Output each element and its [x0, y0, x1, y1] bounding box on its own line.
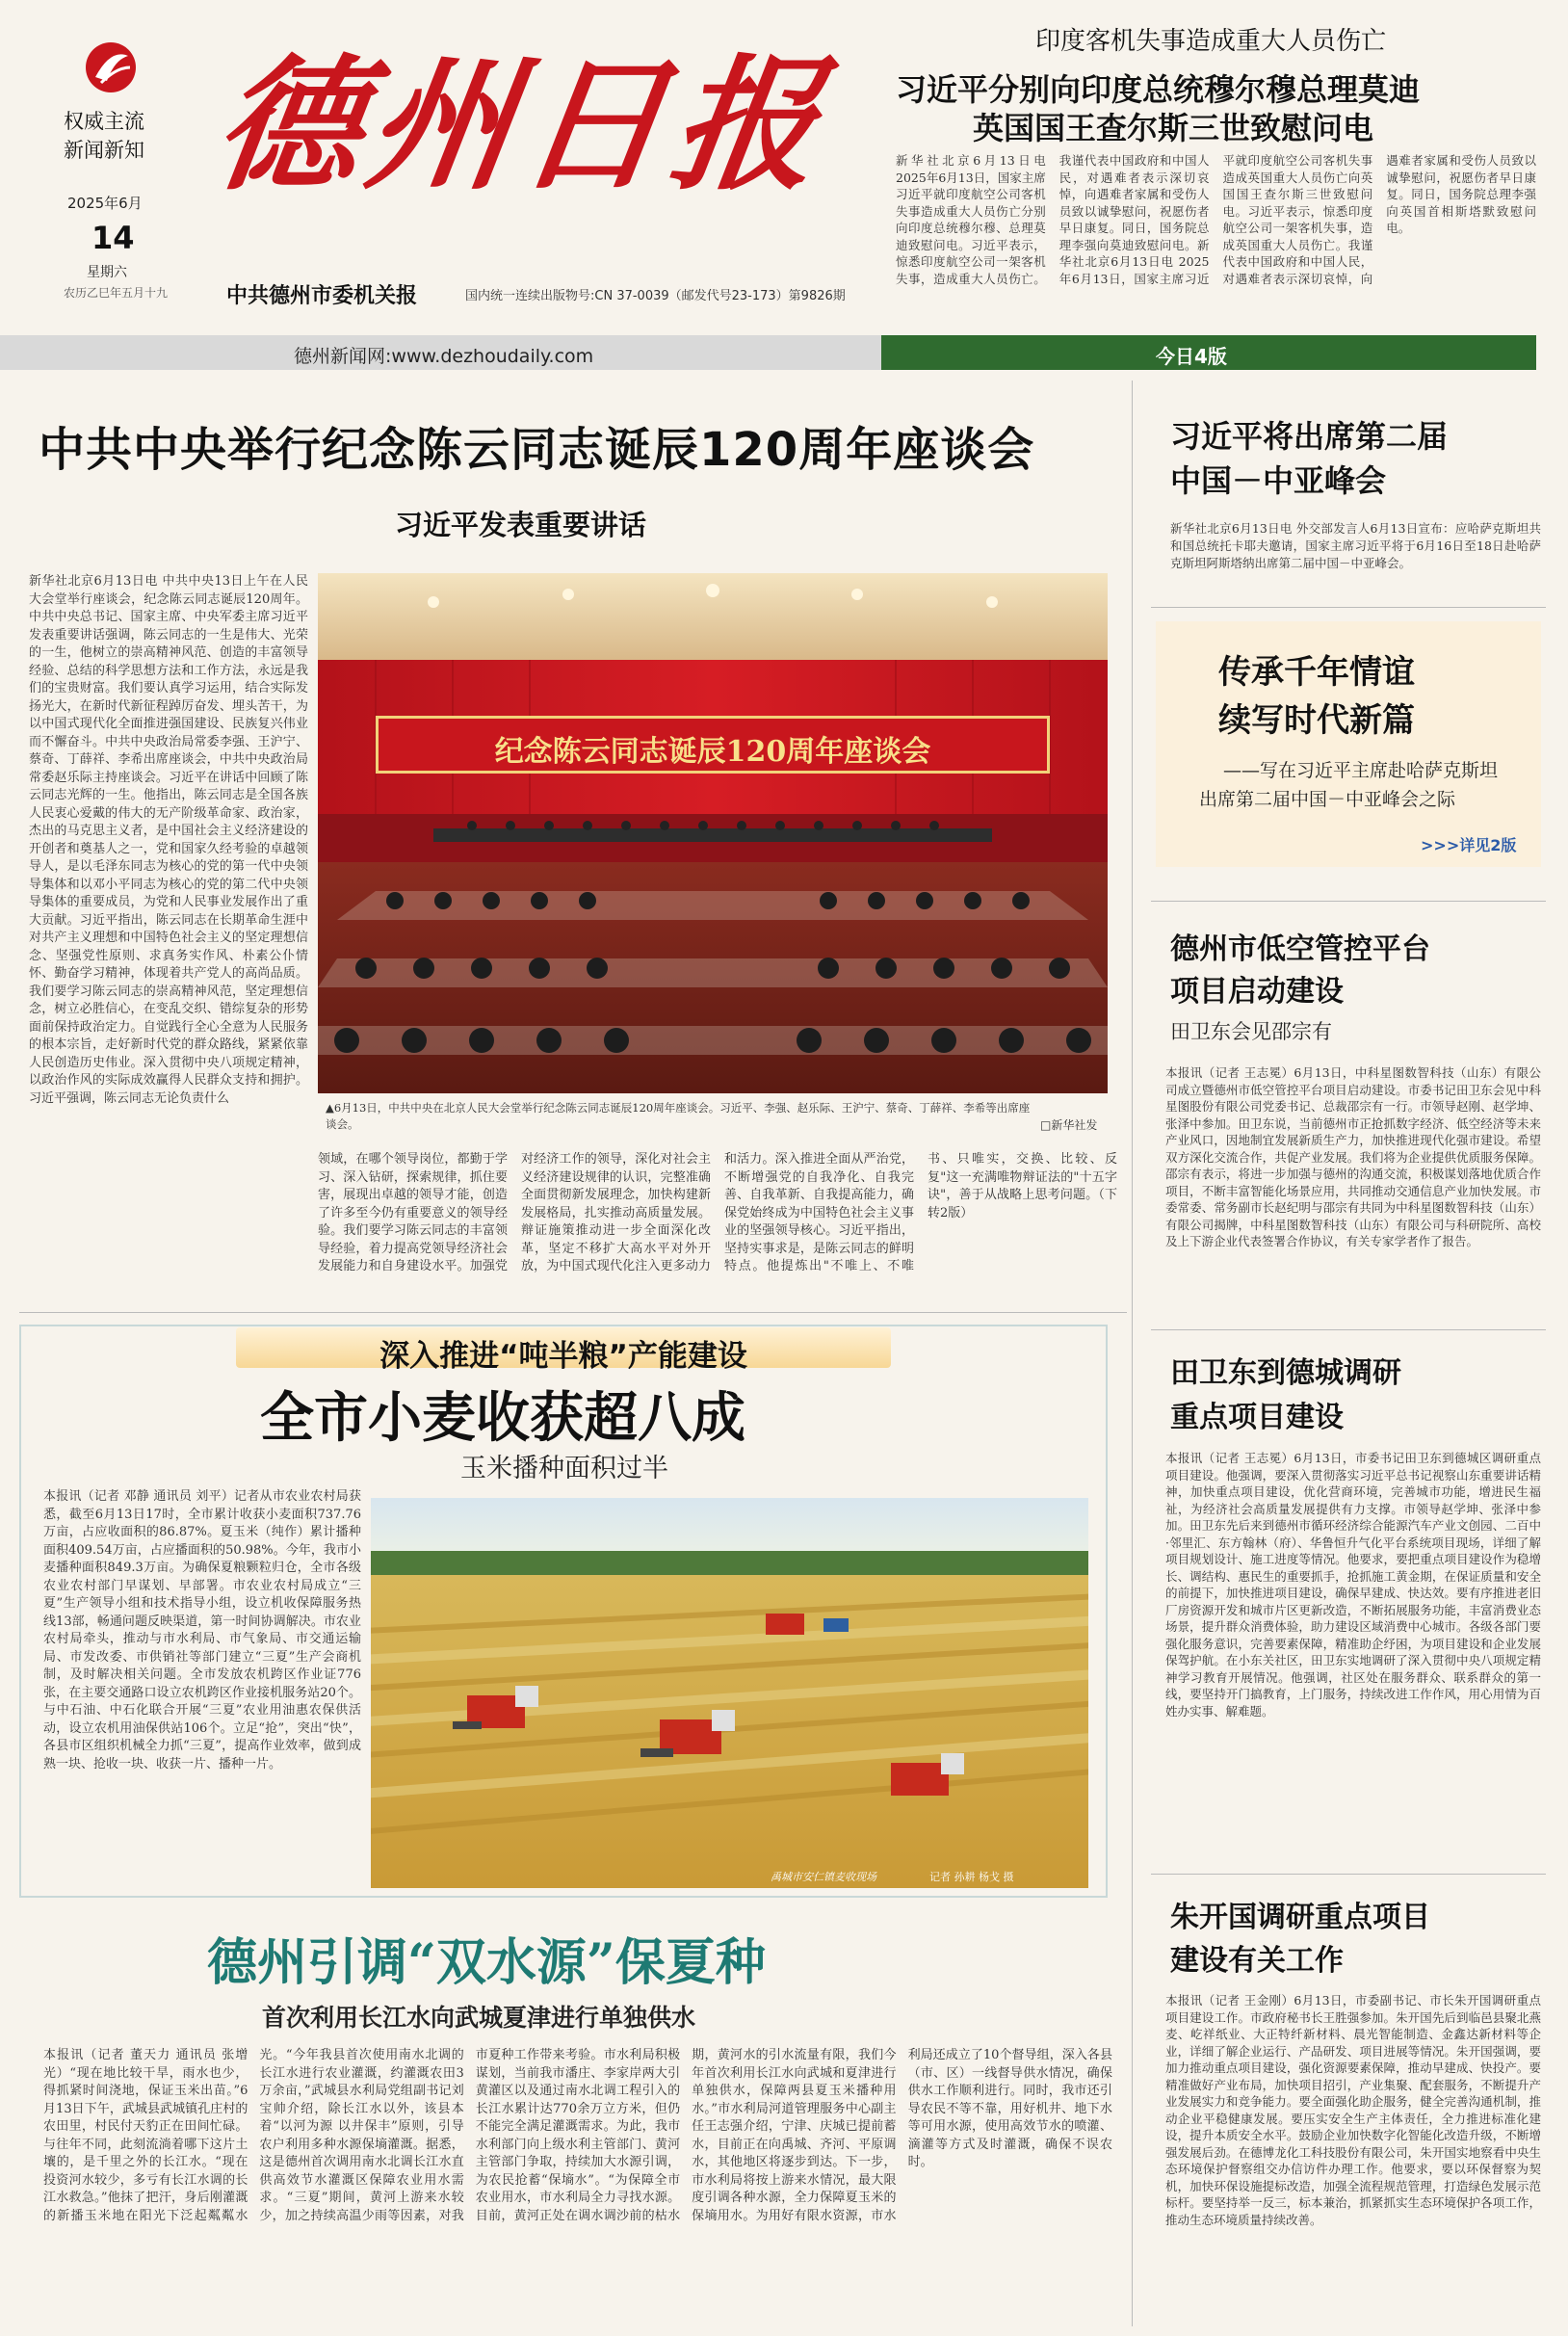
item2-title-line2: 续写时代新篇: [1218, 701, 1415, 740]
meeting-banner-text: 纪念陈云同志诞辰120周年座谈会: [494, 735, 931, 769]
item5-title-line2: 建设有关工作: [1170, 1944, 1344, 1978]
water-text: 本报讯（记者 董天力 通讯员 张增光）“现在地比较干旱，雨水也少，得抓紧时间浇地，保证玉米出苗。”6月13日下午，武城县武城镇孔庄村的农田里，村民付天豹正在田间忙碌。与往年不同，此刻流淌着哪下这片土壤的，是千里之外的长江水。“现在投资河水较少，多亏有长江水调的长江水救急。”他抹了把汗，身后刚灌溉的新播玉米地在阳光下泛起粼粼水光。“今年我县首次使用南水北调的长江水进行农业灌溉，约灌溉农田3万余亩，”武城县水利局党组副书记刘宝帅介绍，除长江水以外，该县本着“以河为源 以井保丰”原则，引导农户利用多种水源保墒灌溉。据悉，这是德州首次调用南水北调长江水直供高效节水灌溉区保障农业用水需求。“三夏”期间，黄河上游来水较少，加之持续高温少雨等因素，对我市夏种工作带来考验。市水利局积极谋划，当前我市潘庄、李家岸两大引黄灌区以及通过南水北调工程引入的长江水累计达770余万立方米，但仍不能完全满足灌溉需求。为此，我市水利部门向上级水利主管部门、黄河主管部门争取，持续加大水源引调，为农民抢蓄“保墒水”。“为保障全市农业用水，市水利局全力寻找水源。目前，黄河正处在调水调沙前的枯水期，黄河水的引水流量有限，我们今年首次利用长江水向武城和夏津进行单独供水，保障两县夏玉米播种用水。”市水利局河道管理服务中心副主任王志强介绍，宁津、庆城已提前蓄水，目前正在向禹城、齐河、平原调水，其他地区将逐步到达。下一步，市水利局将按上游来水情况，最大限度引调各种水源，全力保障夏玉米的保墒用水。为用好有限水资源，市水利局还成立了10个督导组，深入各县（市、区）一线督导供水情况，确保供水工作顺利进行。同时，我市还引导农民不等不靠，用好机井、地下水等可用水源，使用高效节水的喷灌、滴灌等方式及时灌溉，确保不误农时。: [43, 2048, 1112, 2223]
slogan-line2: 新闻新知: [64, 139, 144, 162]
wheat-topic: 深入推进“吨半粮”产能建设: [379, 1339, 747, 1374]
pages-band: [881, 335, 1536, 370]
item2-sub-line1: ——写在习近平主席赴哈萨克斯坦: [1223, 760, 1499, 781]
pages-label: 今日4版: [1156, 345, 1227, 368]
right-column-divider: [1132, 381, 1133, 2326]
item5-title-line1: 朱开国调研重点项目: [1170, 1901, 1430, 1934]
item4-title-line2: 重点项目建设: [1170, 1401, 1344, 1434]
wheat-photo-caption: 禹城市安仁镇麦收现场: [771, 1871, 876, 1883]
lead-photo-caption: ▲6月13日，中共中央在北京人民大会堂举行纪念陈云同志诞辰120周年座谈会。习近平、李强、赵乐际、王沪宁、蔡奇、丁薛祥、李希等出席座谈会。: [326, 1101, 1031, 1131]
lead-left-text: 新华社北京6月13日电 中共中央13日上午在人民大会堂举行座谈会，纪念陈云同志诞辰120周年。中共中央总书记、国家主席、中央军委主席习近平发表重要讲话强调，陈云同志的一生是伟大、光荣的一生，他树立的崇高精神风范、创造的丰富领导经验、总结的科学思想方法和工作方法，永远是我们的宝贵财富。我们要认真学习运用，结合实际发扬光大，在新时代新征程踔厉奋发、埋头苦干，为以中国式现代化全面推进强国建设、民族复兴伟业而不懈奋斗。中共中央政治局常委李强、王沪宁、蔡奇、丁薛祥、李希出席座谈会，中共中央政治局常委赵乐际主持座谈会。习近平在讲话中回顾了陈云同志光辉的一生。他指出，陈云同志是全国各族人民衷心爱戴的伟大的无产阶级革命家、政治家，杰出的马克思主义者，是中国社会主义经济建设的开创者和奠基人之一，党和国家久经考验的卓越领导人，是以毛泽东同志为核心的党的第一代中央领导集体和以邓小平同志为核心的党的第二代中央领导集体的重要成员，为党和人民事业发展作出了重大贡献。习近平指出，陈云同志在长期革命生涯中对共产主义理想和中国特色社会主义的坚定理想信念、坚强党性原则、求真务实作风、朴素公仆情怀、勤奋学习精神，体现着共产党人的高尚品质。我们要学习陈云同志的崇高精神风范，坚定理想信念，树立必胜信心，在变乱交织、错综复杂的形势面前保持政治定力。自觉践行全心全意为人民服务的根本宗旨，走好新时代党的群众路线，紧紧依靠人民创造历史伟业。深入贯彻中央八项规定精神，以政治作风的实际成效赢得人民群众支持和拥护。习近平强调，陈云同志无论负责什么: [29, 574, 308, 1106]
website-label: 德州新闻网:www.dezhoudaily.com: [294, 346, 594, 367]
registry-number: 国内统一连续出版物号:CN 37-0039（邮发代号23-173）第9826期: [465, 289, 846, 303]
date-year-month: 2025年6月: [67, 195, 143, 212]
top-news-title-line1: 习近平分别向印度总统穆尔穆总理莫迪: [896, 71, 1421, 108]
meeting-hall-image: [318, 573, 1108, 1093]
wheat-text: 本报讯（记者 邓静 通讯员 刘平）记者从市农业农村局获悉，截至6月13日17时，全市累计收获小麦面积737.76万亩，占应收面积的86.87%。夏玉米（纯作）累计播种面积409.54万亩，占应播面积的50.98%。今年，我市小麦播种面积849.3万亩。为确保夏粮颗粒归仓，全市各级农业农村部门早谋划、早部署。市农业农村局成立“三夏”生产领导小组和技术指导小组，设立机收保障服务热线13部，畅通问题反映渠道，第一时间协调解决。市农业农村局牵头，推动与市水利局、市气象局、市交通运输局、市发改委、市供销社等部门建立“三夏”生产会商机制，及时解决相关问题。全市发放农机跨区作业证776张，在主要交通路口设立农机跨区作业接机服务站20个。与中石油、中石化联合开展“三夏”农业用油惠农保供活动，设立农机用油保供站106个。立足“抢”，突出“快”，各县市区组织机械全力抓“三夏”，提高作业效率，做到成熟一块、抢收一块、收获一片、播种一片。: [43, 1489, 361, 1772]
top-news-kicker: 印度客机失事造成重大人员伤亡: [1035, 27, 1387, 56]
item4-title-line1: 田卫东到德城调研: [1170, 1356, 1401, 1390]
wheat-title: 全市小麦收获超八成: [260, 1386, 745, 1450]
wheat-photo: [371, 1498, 1088, 1888]
wheat-harvest-image: [371, 1498, 1088, 1888]
item1-text: 新华社北京6月13日电 外交部发言人6月13日宣布：应哈萨克斯坦共和国总统托卡耶夫邀请，国家主席习近平将于6月16日至18日赴哈萨克斯坦阿斯塔纳出席第二届中国－中亚峰会。: [1170, 521, 1541, 570]
lead-divider: [19, 1312, 1127, 1313]
item4-text: 本报讯（记者 王志冕）6月13日，市委书记田卫东到德城区调研重点项目建设。他强调，要深入贯彻落实习近平总书记视察山东重要讲话精神，加快重点项目建设，优化营商环境，完善城市功能，增进民生福祉，为经济社会高质量发展提供有力支撑。市领导赵学坤、张泽中参加。田卫东先后来到德州市循环经济综合能源汽车产业文创园、二百中·邻里汇、东方翰林（府）、华鲁恒升气化平台系统项目现场，详细了解项目规划设计、施工进度等情况。他要求，要把重点项目建设作为稳增长、调结构、惠民生的重要抓手，抢抓施工黄金期，在保证质量和安全的前提下，加快推进项目建设，确保早建成、快达效。要有序推进老旧厂房资源开发和城市片区更新改造，不断拓展服务功能，丰富消费业态场景，提升群众消费体验，助力建设区域消费中心城市。各级各部门要强化服务意识，完善要素保障，精准助企纾困，为项目建设和企业发展保驾护航。在小东关社区，田卫东实地调研了深入贯彻中央八项规定精神学习教育开展情况。他强调，社区处在服务群众、联系群众的第一线，要坚持开门搞教育，上门服务，持续改进工作作风，用心用情为百姓办实事、解难题。: [1165, 1451, 1541, 1719]
item3-title-line1: 德州市低空管控平台: [1170, 932, 1430, 966]
lead-title: 中共中央举行纪念陈云同志诞辰120周年座谈会: [39, 423, 1035, 477]
slogan-line1: 权威主流: [64, 110, 144, 133]
item2-divider: [1151, 901, 1546, 902]
item1-divider: [1151, 607, 1546, 608]
item5-text: 本报讯（记者 王金刚）6月13日，市委副书记、市长朱开国调研重点项目建设工作。市政府秘书长王胜强参加。朱开国先后到临邑县聚北燕麦、屹祥纸业、大正特纤新材料、晨光智能制造、金鑫达新材料等企业，详细了解企业运行、产品研发、项目进展等情况。朱开国强调，要加力推动重点项目建设，强化资源要素保障，推动早建成、快投产。要精准做好产业布局，加快项目招引，产业集聚、配套服务，不断提升产业发展实力和竞争能力。要全面强化助企服务，健全完善沟通机制，推动企业平稳健康发展。要压实安全生产主体责任，全力推进标准化建设，提升本质安全水平。鼓励企业加快数字化智能化改造升级，不断增强发展后劲。在德博龙化工科技股份有限公司，朱开国实地察看中央生态环境保护督察组交办信访件办理工作。他要求，要以环保督察为契机，加快环保设施提标改造，加强全流程规范管理，打造绿色发展示范标杆。要坚持举一反三，标本兼治，抓紧抓实生态环境保护各项工作，推动生态环境质量持续改善。: [1165, 1993, 1541, 2227]
item1-title-line2: 中国－中亚峰会: [1170, 462, 1387, 499]
wheat-photo-credit: 记者 孙耕 杨戈 摄: [929, 1871, 1014, 1883]
lead-subtitle: 习近平发表重要讲话: [395, 509, 647, 541]
item2-more-link[interactable]: >>>详见2版: [1421, 836, 1517, 854]
website-band: [0, 335, 881, 370]
lunar-date: 农历乙巳年五月十九: [64, 286, 169, 300]
item2-box: [1156, 621, 1541, 867]
item3-text: 本报讯（记者 王志冕）6月13日，中科星图数智科技（山东）有限公司成立暨德州市低空管控平台项目启动建设。市委书记田卫东会见中科星图股份有限公司党委书记、总裁邵宗有一行。市领导赵刚、赵学坤、张泽中参加。田卫东说，当前德州市正抢抓数字经济、低空经济等未来产业风口，因地制宜发展新质生产力，加快推进现代化强市建设。希望双方深化交流合作，共促产业发展。我们将为企业提供优质服务保障。邵宗有表示，将进一步加强与德州的沟通交流，积极谋划落地优质合作项目，不断丰富智能化场景应用，共同推动交通信息产业加快发展。市委常委、常务副市长赵纪明与邵宗有共同为中科星图数智科技（山东）有限公司揭牌，中科星图数智科技（山东）有限公司与科研院所、高校及上下游企业代表签署合作协议，有关专家学者作了报告。: [1165, 1065, 1541, 1248]
item3-title-line2: 项目启动建设: [1170, 975, 1344, 1009]
lead-bottom-text: 领域，在哪个领导岗位，都勤于学习、深入钻研，探索规律，抓住要害，展现出卓越的领导才能，创造了许多至今仍有重要意义的领导经验。我们要学习陈云同志的丰富领导经验，着力提高党领导经济社会发展能力和自身建设水平。加强党对经济工作的领导，深化对社会主义经济建设规律的认识，完整准确全面贯彻新发展理念，加快构建新发展格局，扎实推动高质量发展。辩证施策推动进一步全面深化改革，坚定不移扩大高水平对外开放，为中国式现代化注入更多动力和活力。深入推进全面从严治党，不断增强党的自我净化、自我完善、自我革新、自我提高能力，确保党始终成为中国特色社会主义事业的坚强领导核心。习近平指出，坚持实事求是，是陈云同志的鲜明特点。他提炼出"不唯上、不唯书、只唯实，交换、比较、反复"这一充满唯物辩证法的"十五字诀"，善于从战略上思考问题。（下转2版）: [318, 1152, 1117, 1273]
newspaper-emblem-icon: [82, 39, 140, 96]
newspaper-logo: 德州日报: [204, 40, 838, 210]
weekday: 星期六: [87, 265, 127, 280]
top-news-body: 新华社北京6月13日电 2025年6月13日，国家主席习近平就印度航空公司客机失事造成重大人员伤亡分别向印度总统穆尔穆、总理莫迪致慰问电。习近平表示，惊悉印度航空公司一架客机失事，造成重大人员伤亡。我谨代表中国政府和中国人民，对遇难者表示深切哀悼，向遇难者家属和受伤人员致以诚挚慰问，祝愿伤者早日康复。同日，国务院总理李强向莫迪致慰问电。新华社北京6月13日电 2025年6月13日，国家主席习近平就印度航空公司客机失事造成英国重大人员伤亡向英国国王查尔斯三世致慰问电。习近平表示，惊悉印度航空公司一架客机失事，造成英国重大人员伤亡。我谨代表中国政府和中国人民，对遇难者表示深切哀悼，向遇难者家属和受伤人员致以诚挚慰问，祝愿伤者早日康复。同日，国务院总理李强向英国首相斯塔默致慰问电。: [896, 153, 1536, 286]
wheat-subtitle: 玉米播种面积过半: [460, 1454, 668, 1483]
lead-photo: [318, 573, 1108, 1093]
top-news-title-line2: 英国国王查尔斯三世致慰问电: [973, 110, 1374, 146]
item1-title-line1: 习近平将出席第二届: [1170, 418, 1449, 455]
water-subtitle: 首次利用长江水向武城夏津进行单独供水: [262, 2004, 696, 2032]
item4-divider: [1151, 1874, 1546, 1875]
item3-subtitle: 田卫东会见邵宗有: [1170, 1020, 1332, 1043]
masthead: [0, 0, 1568, 332]
date-day: 14: [91, 220, 135, 256]
water-title: 德州引调“双水源”保夏种: [207, 1933, 766, 1992]
item3-divider: [1151, 1329, 1546, 1330]
item2-title-line1: 传承千年情谊: [1218, 653, 1415, 692]
wheat-topic-band: [236, 1327, 891, 1374]
item2-sub-line2: 出席第二届中国－中亚峰会之际: [1199, 789, 1456, 810]
lead-photo-credit: □新华社发: [1040, 1118, 1098, 1132]
organ-name: 中共德州市委机关报: [226, 284, 418, 308]
